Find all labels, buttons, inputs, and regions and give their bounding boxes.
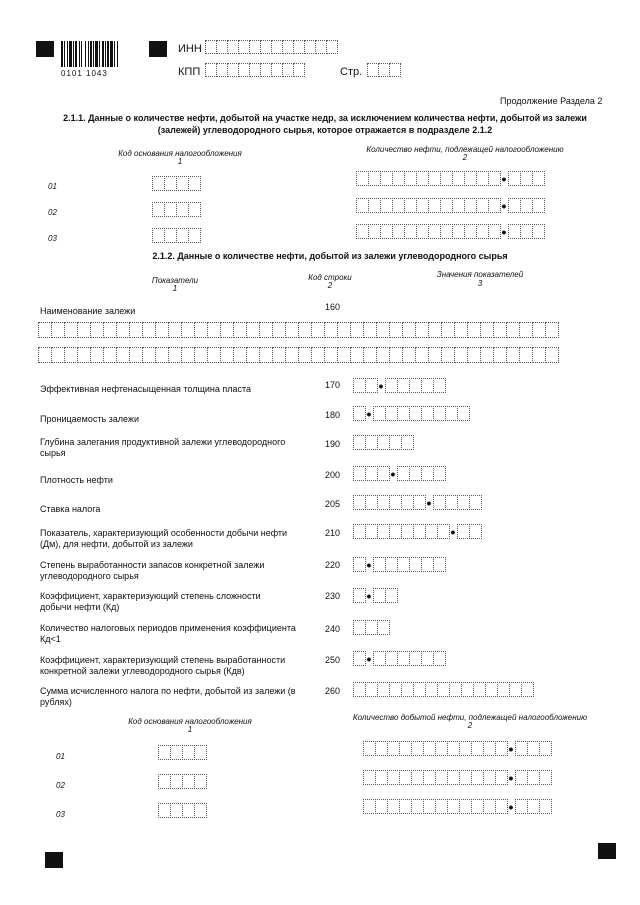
deposit-name-cell[interactable] (259, 322, 273, 338)
bottom-oil-quantity-field[interactable] (363, 770, 551, 785)
bottom-basis-code-field[interactable] (158, 803, 206, 818)
value-cell[interactable] (433, 378, 446, 393)
section-211-title-line2: (залежей) углеводородного сырья, которое отражается в подразделе 2.1.2 (157, 125, 493, 135)
deposit-name-cell[interactable] (233, 347, 247, 363)
deposit-name-cell[interactable] (480, 347, 494, 363)
deposit-name-cell[interactable] (90, 322, 104, 338)
deposit-name-cell[interactable] (493, 347, 507, 363)
deposit-name-cell[interactable] (311, 322, 325, 338)
section-211-basis-code-field[interactable] (152, 228, 200, 243)
deposit-name-cell[interactable] (103, 347, 117, 363)
decimal-point: • (501, 170, 507, 187)
indicator-code: 170 (325, 380, 341, 390)
deposit-name-cell[interactable] (545, 322, 559, 338)
basis-code-cell[interactable] (194, 803, 207, 818)
dm-indicator-field[interactable] (353, 524, 481, 539)
value-cell[interactable] (433, 557, 446, 572)
indicator-code: 250 (325, 655, 341, 665)
indicator-label: Количество налоговых периодов применения коэффициента Кд<1 (40, 623, 296, 644)
value-cell[interactable] (385, 588, 398, 603)
deposit-name-code: 160 (325, 302, 341, 312)
bottom-row-code: 03 (56, 810, 65, 819)
quantity-cell[interactable] (532, 171, 545, 186)
decimal-point: • (501, 223, 507, 240)
deposit-name-cell[interactable] (324, 347, 338, 363)
decimal-point: • (501, 197, 507, 214)
deposit-name-cell[interactable] (181, 322, 195, 338)
col-values-num: 3 (477, 279, 483, 288)
deposit-depth-field[interactable] (353, 435, 413, 450)
indicator-code: 240 (325, 624, 341, 634)
deposit-name-cell[interactable] (441, 347, 455, 363)
bottom-oil-quantity-field[interactable] (363, 799, 551, 814)
indicator-code: 260 (325, 686, 341, 696)
bottom-col2-num: 2 (467, 721, 473, 730)
indicator-code: 180 (325, 410, 341, 420)
value-cell[interactable] (521, 682, 534, 697)
section-211-oil-quantity-field[interactable] (356, 224, 544, 239)
deposit-name-cell[interactable] (51, 347, 65, 363)
value-cell[interactable] (457, 406, 470, 421)
deposit-name-cell[interactable] (298, 322, 312, 338)
deposit-name-cell[interactable] (233, 322, 247, 338)
inn-field[interactable] (205, 40, 337, 54)
basis-code-cell[interactable] (188, 176, 201, 191)
deposit-name-field-line1[interactable] (38, 322, 558, 338)
deposit-name-label: Наименование залежи (40, 306, 136, 316)
deposit-name-cell[interactable] (129, 322, 143, 338)
deposit-name-cell[interactable] (467, 322, 481, 338)
deposit-name-cell[interactable] (493, 322, 507, 338)
col-values-header: Значения показателей (436, 270, 524, 279)
basis-code-cell[interactable] (194, 745, 207, 760)
deposit-name-cell[interactable] (220, 347, 234, 363)
tax-amount-field[interactable] (353, 682, 533, 697)
deposit-name-cell[interactable] (402, 322, 416, 338)
deposit-name-cell[interactable] (363, 322, 377, 338)
deposit-name-cell[interactable] (298, 347, 312, 363)
kpp-cell[interactable] (293, 63, 305, 77)
deposit-name-cell[interactable] (207, 322, 221, 338)
deposit-name-cell[interactable] (116, 347, 130, 363)
deposit-name-cell[interactable] (506, 322, 520, 338)
quantity-cell[interactable] (539, 770, 552, 785)
indicator-label: Степень выработанности запасов конкретной залежи углеводородного сырья (40, 560, 265, 581)
bottom-oil-quantity-field[interactable] (363, 741, 551, 756)
deposit-name-cell[interactable] (415, 347, 429, 363)
deposit-name-cell[interactable] (38, 322, 52, 338)
deposit-name-cell[interactable] (506, 347, 520, 363)
indicator-code: 190 (325, 439, 341, 449)
quantity-cell[interactable] (539, 741, 552, 756)
col-code-num: 2 (327, 281, 333, 290)
deposit-name-cell[interactable] (467, 347, 481, 363)
decimal-point: • (366, 556, 372, 573)
deposit-name-cell[interactable] (181, 347, 195, 363)
deposit-name-cell[interactable] (532, 322, 546, 338)
inn-label: ИНН (178, 43, 202, 55)
deposit-name-cell[interactable] (285, 347, 299, 363)
tax-rate-field[interactable] (353, 495, 481, 510)
deposit-name-cell[interactable] (64, 322, 78, 338)
section-211-col1-header: Код основания налогообложения (118, 149, 242, 158)
decimal-point: • (390, 465, 396, 482)
kd-periods-field[interactable] (353, 620, 389, 635)
kdv-coefficient-field[interactable] (353, 651, 445, 666)
col-indicators-header: Показатели (151, 276, 199, 285)
deposit-name-cell[interactable] (116, 322, 130, 338)
indicator-code: 210 (325, 528, 341, 538)
deposit-name-cell[interactable] (324, 322, 338, 338)
deposit-name-cell[interactable] (337, 347, 351, 363)
barcode (61, 41, 144, 67)
deposit-name-cell[interactable] (168, 322, 182, 338)
bottom-row-code: 01 (56, 752, 65, 761)
deposit-name-cell[interactable] (142, 347, 156, 363)
barcode-text: 0101 1043 (61, 69, 108, 78)
decimal-point: • (426, 494, 432, 511)
basis-code-cell[interactable] (194, 774, 207, 789)
continuation-text: Продолжение Раздела 2 (500, 96, 603, 106)
deposit-name-cell[interactable] (415, 322, 429, 338)
deposit-name-cell[interactable] (311, 347, 325, 363)
deposit-name-cell[interactable] (441, 322, 455, 338)
deposit-name-cell[interactable] (155, 322, 169, 338)
deposit-name-cell[interactable] (519, 322, 533, 338)
basis-code-cell[interactable] (188, 228, 201, 243)
indicator-code: 205 (325, 499, 341, 509)
deposit-name-cell[interactable] (454, 347, 468, 363)
section-211-oil-quantity-field[interactable] (356, 198, 544, 213)
decimal-point: • (366, 405, 372, 422)
value-cell[interactable] (469, 524, 482, 539)
decimal-point: • (450, 523, 456, 540)
page-label: Стр. (340, 66, 363, 78)
deposit-name-cell[interactable] (389, 347, 403, 363)
section-211-col1-num: 1 (177, 157, 183, 166)
deposit-name-cell[interactable] (220, 322, 234, 338)
kpp-label: КПП (178, 66, 201, 78)
col-code-header: Код строки (308, 273, 352, 282)
deposit-name-cell[interactable] (64, 347, 78, 363)
deposit-name-cell[interactable] (545, 347, 559, 363)
section-211-title-line1: 2.1.1. Данные о количестве нефти, добытой на участке недр, за исключением количества нефти, добытой из залежи (63, 113, 587, 123)
indicator-label: Плотность нефти (40, 475, 113, 485)
bottom-col1-header: Код основания налогообложения (128, 717, 252, 726)
deposit-name-cell[interactable] (480, 322, 494, 338)
permeability-field[interactable] (353, 406, 469, 421)
section-211-basis-code-field[interactable] (152, 202, 200, 217)
deposit-name-cell[interactable] (272, 322, 286, 338)
depletion-degree-field[interactable] (353, 557, 445, 572)
deposit-name-cell[interactable] (194, 322, 208, 338)
indicator-label: Ставка налога (40, 504, 101, 514)
deposit-name-cell[interactable] (337, 322, 351, 338)
bottom-row-code: 02 (56, 781, 65, 790)
barcode-bar (118, 41, 119, 67)
deposit-name-cell[interactable] (38, 347, 52, 363)
section-211-basis-code-field[interactable] (152, 176, 200, 191)
section-211-oil-quantity-field[interactable] (356, 171, 544, 186)
decimal-point: • (366, 587, 372, 604)
page-number-field[interactable] (367, 63, 400, 77)
indicator-label: Глубина залегания продуктивной залежи углеводородного сырья (40, 437, 286, 458)
bottom-basis-code-field[interactable] (158, 774, 206, 789)
section-211-col2-header: Количество нефти, подлежащей налогообложению (366, 145, 564, 154)
deposit-name-cell[interactable] (350, 322, 364, 338)
deposit-name-cell[interactable] (129, 347, 143, 363)
indicator-code: 220 (325, 560, 341, 570)
decimal-point: • (378, 377, 384, 394)
deposit-name-cell[interactable] (168, 347, 182, 363)
deposit-name-cell[interactable] (285, 322, 299, 338)
value-cell[interactable] (433, 466, 446, 481)
deposit-name-cell[interactable] (402, 347, 416, 363)
registration-marker-top-center (149, 41, 167, 57)
decimal-point: • (366, 650, 372, 667)
deposit-name-cell[interactable] (428, 322, 442, 338)
indicator-code: 230 (325, 591, 341, 601)
indicator-label: Коэффициент, характеризующий степень выработанности конкретной залежи углеводородного сырья (Кдв) (40, 655, 286, 676)
bottom-col1-num: 1 (187, 725, 193, 734)
page-number-cell[interactable] (389, 63, 401, 77)
indicator-label: Сумма исчисленного налога по нефти, добытой из залежи (в рублях) (40, 686, 296, 707)
registration-marker-top-left (36, 41, 54, 57)
deposit-name-cell[interactable] (246, 347, 260, 363)
deposit-name-cell[interactable] (363, 347, 377, 363)
kd-coefficient-field[interactable] (353, 588, 397, 603)
deposit-name-cell[interactable] (77, 347, 91, 363)
deposit-name-cell[interactable] (194, 347, 208, 363)
indicator-label: Показатель, характеризующий особенности добычи нефти (Дм), для нефти, добытой из залежи (40, 528, 288, 549)
basis-code-cell[interactable] (188, 202, 201, 217)
deposit-name-cell[interactable] (532, 347, 546, 363)
decimal-point: • (508, 769, 514, 786)
section-211-row-code: 01 (48, 182, 57, 191)
registration-marker-bottom-left (45, 852, 63, 868)
effective-thickness-field[interactable] (353, 378, 445, 393)
value-cell[interactable] (401, 435, 414, 450)
value-cell[interactable] (433, 651, 446, 666)
deposit-name-cell[interactable] (376, 322, 390, 338)
deposit-name-cell[interactable] (454, 322, 468, 338)
deposit-name-cell[interactable] (272, 347, 286, 363)
inn-cell[interactable] (326, 40, 338, 54)
deposit-name-cell[interactable] (376, 347, 390, 363)
section-211-row-code: 03 (48, 234, 57, 243)
value-cell[interactable] (469, 495, 482, 510)
deposit-name-cell[interactable] (103, 322, 117, 338)
oil-density-field[interactable] (353, 466, 445, 481)
bottom-col2-header: Количество добытой нефти, подлежащей налогообложению (352, 713, 588, 722)
deposit-name-cell[interactable] (389, 322, 403, 338)
quantity-cell[interactable] (532, 198, 545, 213)
indicator-label: Проницаемость залежи (40, 414, 139, 424)
deposit-name-cell[interactable] (51, 322, 65, 338)
kpp-field[interactable] (205, 63, 304, 77)
section-212-title: 2.1.2. Данные о количестве нефти, добытой из залежи углеводородного сырья (152, 251, 508, 261)
section-211-row-code: 02 (48, 208, 57, 217)
indicator-label: Эффективная нефтенасыщенная толщина пласта (40, 384, 252, 394)
deposit-name-cell[interactable] (90, 347, 104, 363)
deposit-name-cell[interactable] (142, 322, 156, 338)
deposit-name-cell[interactable] (207, 347, 221, 363)
deposit-name-cell[interactable] (259, 347, 273, 363)
quantity-cell[interactable] (532, 224, 545, 239)
deposit-name-cell[interactable] (246, 322, 260, 338)
bottom-basis-code-field[interactable] (158, 745, 206, 760)
deposit-name-cell[interactable] (77, 322, 91, 338)
indicator-label: Коэффициент, характеризующий степень сложности добычи нефти (Кд) (40, 591, 261, 612)
decimal-point: • (508, 798, 514, 815)
col-indicators-num: 1 (172, 284, 178, 293)
deposit-name-cell[interactable] (350, 347, 364, 363)
deposit-name-cell[interactable] (519, 347, 533, 363)
deposit-name-field-line2[interactable] (38, 347, 558, 363)
value-cell[interactable] (377, 620, 390, 635)
decimal-point: • (508, 740, 514, 757)
deposit-name-cell[interactable] (155, 347, 169, 363)
registration-marker-bottom-right (598, 843, 616, 859)
indicator-code: 200 (325, 470, 341, 480)
quantity-cell[interactable] (539, 799, 552, 814)
section-211-col2-num: 2 (462, 153, 468, 162)
deposit-name-cell[interactable] (428, 347, 442, 363)
